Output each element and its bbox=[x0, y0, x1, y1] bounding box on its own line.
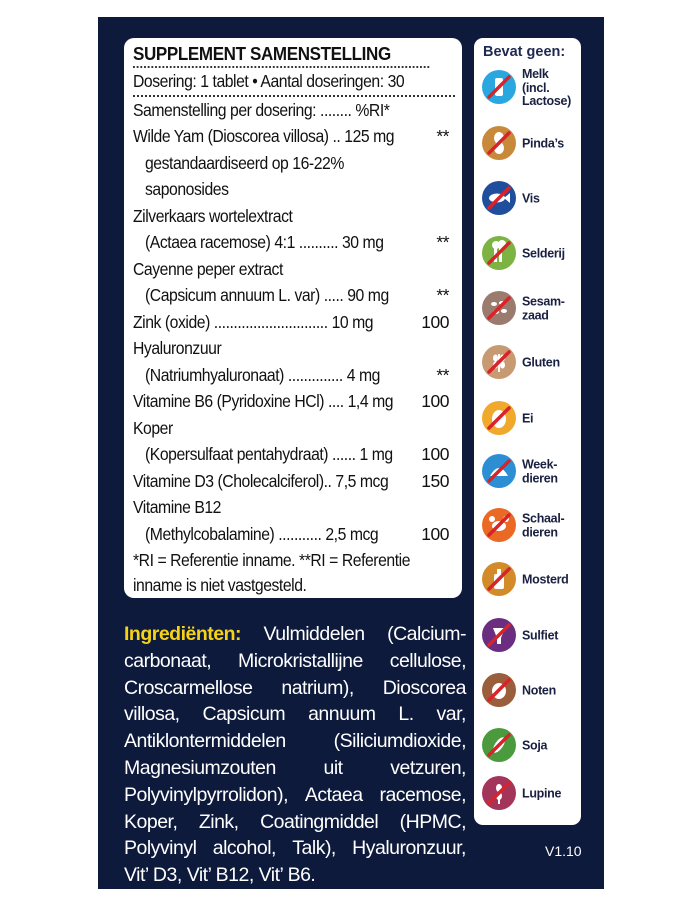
allergen-item bbox=[482, 289, 580, 329]
allergen-label-line: Selderij bbox=[522, 246, 565, 261]
supplement-row bbox=[133, 415, 455, 442]
ingredients-word: Dioscorea bbox=[382, 676, 466, 699]
allergen-label-line: Schaal- bbox=[522, 511, 565, 526]
allergen-label-line: Melk bbox=[522, 66, 549, 81]
allergen-label-line: zaad bbox=[522, 308, 549, 322]
supplement-row-text: Vitamine B12 bbox=[133, 497, 222, 517]
crustacean-icon bbox=[482, 508, 516, 542]
allergen-item bbox=[482, 616, 580, 656]
supplement-row-text: Zink (oxide) ............................. 10 mg bbox=[133, 311, 374, 332]
dosage-line: Dosering: 1 tablet • Aantal doseringen: 30 bbox=[133, 68, 455, 97]
allergen-label bbox=[522, 192, 540, 206]
wheat-icon bbox=[482, 345, 516, 379]
ingredients-line bbox=[124, 648, 466, 675]
supplement-row-ri: ** bbox=[436, 285, 449, 305]
allergen-label-line: Mosterd bbox=[522, 572, 569, 587]
ingredients-word: villosa, bbox=[124, 703, 180, 726]
ingredients-word: Vulmiddelen bbox=[263, 623, 365, 645]
allergen-label-line: Sulfiet bbox=[522, 628, 559, 643]
supplement-row bbox=[133, 521, 455, 548]
supplement-row bbox=[133, 123, 455, 150]
allergen-label bbox=[522, 739, 547, 753]
allergen-label bbox=[522, 629, 558, 643]
allergen-item bbox=[482, 506, 580, 546]
supplement-row-text: (Methylcobalamine) ........... 2,5 mcg bbox=[145, 523, 379, 544]
allergen-label-line: Lactose) bbox=[522, 93, 572, 108]
fish-icon bbox=[482, 181, 516, 215]
ingredients-word: Croscarmellose bbox=[124, 676, 253, 699]
footnote-line-1: *RI = Referentie inname. **RI = Referentie bbox=[133, 550, 411, 570]
ingredients-word: Hyaluronzuur, bbox=[352, 837, 466, 860]
sesame-icon bbox=[482, 291, 516, 325]
allergen-label-line: Sesam- bbox=[522, 294, 565, 309]
allergen-label-line: Vis bbox=[522, 191, 540, 206]
lupin-icon bbox=[482, 776, 516, 810]
allergen-label bbox=[522, 513, 564, 540]
ingredients-word: Coatingmiddel bbox=[260, 810, 379, 833]
milk-icon bbox=[482, 70, 516, 104]
allergen-item bbox=[482, 726, 580, 766]
ingredients-word: Polyvinylpyrrolidon), bbox=[124, 783, 288, 806]
allergen-label-line: Ei bbox=[522, 411, 534, 426]
allergen-label bbox=[522, 356, 560, 370]
supplement-row bbox=[133, 229, 455, 256]
supplement-row bbox=[133, 494, 455, 521]
allergen-label-line: Week- bbox=[522, 457, 558, 472]
allergen-item bbox=[482, 68, 580, 108]
ingredients-word: vetzuren, bbox=[390, 756, 466, 779]
ingredients-word: annuum bbox=[308, 703, 376, 726]
egg-icon bbox=[482, 401, 516, 435]
soy-icon bbox=[482, 728, 516, 762]
allergen-free-box bbox=[474, 38, 581, 825]
ingredients-line bbox=[124, 862, 466, 889]
supplement-row bbox=[133, 256, 455, 283]
allergen-label bbox=[522, 296, 565, 323]
ingredients-word: Microkristallijne bbox=[238, 649, 363, 672]
allergen-item bbox=[482, 774, 580, 814]
supplement-row bbox=[133, 441, 455, 468]
supplement-facts-box bbox=[124, 38, 462, 598]
ingredients-word: Vit’ D3, Vit’ B12, Vit’ B6. bbox=[124, 864, 316, 887]
ingredients-word: Koper, bbox=[124, 810, 178, 833]
footnote-line-2: inname is niet vastgesteld. bbox=[133, 575, 307, 595]
peanut-icon bbox=[482, 126, 516, 160]
allergen-label-line: Gluten bbox=[522, 355, 560, 370]
ingredients-word: Capsicum bbox=[202, 703, 286, 726]
version-label: V1.10 bbox=[545, 843, 582, 859]
allergen-label bbox=[522, 787, 561, 801]
supplement-row-ri: ** bbox=[436, 126, 449, 146]
allergen-label-line: Soja bbox=[522, 738, 548, 753]
sulphite-icon bbox=[482, 618, 516, 652]
celery-icon bbox=[482, 236, 516, 270]
ingredients-word: var, bbox=[436, 703, 466, 726]
ingredients-line bbox=[124, 782, 466, 809]
mollusc-icon bbox=[482, 454, 516, 488]
supplement-title: SUPPLEMENT SAMENSTELLING bbox=[133, 42, 429, 68]
supplement-row bbox=[133, 335, 455, 362]
supplement-row-text: gestandaardiseerd op 16-22% bbox=[145, 152, 344, 173]
allergen-item bbox=[482, 560, 580, 600]
ingredients-word: L. bbox=[398, 703, 414, 726]
supplement-row-text: (Capsicum annuum L. var) ..... 90 mg bbox=[145, 285, 389, 305]
supplement-row bbox=[133, 150, 455, 177]
ingredients-label: Ingrediënten: bbox=[124, 623, 242, 645]
supplement-row bbox=[133, 468, 455, 495]
supplement-row-text: Vitamine B6 (Pyridoxine HCl) .... 1,4 mg bbox=[133, 391, 394, 411]
allergen-label bbox=[522, 573, 569, 587]
supplement-row-text: Zilverkaars wortelextract bbox=[133, 205, 293, 226]
allergen-label-line: dieren bbox=[522, 525, 558, 539]
per-dose-header: Samenstelling per dosering: ........ %RI* bbox=[133, 99, 390, 120]
allergen-label bbox=[522, 412, 533, 426]
supplement-row-ri: 100 bbox=[421, 523, 449, 544]
allergen-item bbox=[482, 671, 580, 711]
allergen-item bbox=[482, 343, 580, 383]
allergen-label-line: (incl. bbox=[522, 80, 550, 95]
supplement-row bbox=[133, 203, 455, 230]
footnote bbox=[133, 548, 455, 598]
ingredients-line bbox=[124, 728, 466, 755]
ingredients-word: (Calcium- bbox=[387, 623, 466, 645]
allergen-label-line: dieren bbox=[522, 471, 558, 485]
allergen-item bbox=[482, 179, 580, 219]
ingredients-word: (HPMC, bbox=[399, 810, 466, 833]
ingredients-word: Polyvinyl bbox=[124, 837, 197, 860]
ingredients-word: alcohol, bbox=[212, 837, 276, 860]
allergen-item bbox=[482, 234, 580, 274]
supplement-row bbox=[133, 362, 455, 389]
supplement-row bbox=[133, 388, 455, 415]
ingredients-line bbox=[124, 701, 466, 728]
supplement-row bbox=[133, 309, 455, 336]
allergen-label bbox=[522, 137, 564, 151]
supplement-row-text: saponosides bbox=[145, 179, 229, 199]
ingredients-word: carbonaat, bbox=[124, 649, 212, 672]
ingredients-line bbox=[124, 755, 466, 782]
supplement-row-ri: 150 bbox=[421, 470, 449, 491]
ingredients-word: natrium), bbox=[281, 676, 354, 699]
supplement-row-ri: ** bbox=[436, 364, 449, 385]
ingredients-line bbox=[124, 809, 466, 836]
ingredients-word: (Siliciumdioxide, bbox=[333, 730, 466, 753]
allergen-label-line: Lupine bbox=[522, 786, 562, 801]
allergen-item bbox=[482, 452, 580, 492]
ingredients-word: racemose, bbox=[379, 783, 466, 806]
supplement-row-text: Hyaluronzuur bbox=[133, 338, 222, 358]
ingredients-word: Antiklontermiddelen bbox=[124, 730, 286, 753]
ingredients-line bbox=[124, 835, 466, 862]
ingredients-line bbox=[124, 675, 466, 702]
supplement-row-text: Cayenne peper extract bbox=[133, 258, 283, 279]
supplement-rows bbox=[133, 123, 455, 547]
supplement-row bbox=[133, 282, 455, 309]
supplement-row-ri: 100 bbox=[421, 444, 449, 464]
nut-icon bbox=[482, 673, 516, 707]
ingredients-word: Zink, bbox=[198, 810, 239, 833]
supplement-row-text: Koper bbox=[133, 417, 173, 438]
ingredients-word: Actaea bbox=[304, 783, 363, 806]
supplement-row-ri: ** bbox=[436, 232, 449, 252]
allergen-label bbox=[522, 68, 571, 109]
allergen-label bbox=[522, 247, 565, 261]
supplement-row-text: (Actaea racemose) 4:1 .......... 30 mg bbox=[145, 232, 384, 252]
supplement-row-text: (Kopersulfaat pentahydraat) ...... 1 mg bbox=[145, 444, 393, 464]
ingredients-word: Magnesiumzouten bbox=[124, 756, 276, 779]
supplement-row-text: Wilde Yam (Dioscorea villosa) .. 125 mg bbox=[133, 126, 395, 146]
allergen-label-line: Pinda’s bbox=[522, 136, 564, 151]
allergen-label bbox=[522, 684, 556, 698]
supplement-row-text: (Natriumhyaluronaat) .............. 4 mg bbox=[145, 364, 380, 385]
allergen-label-line: Noten bbox=[522, 683, 556, 698]
allergen-item bbox=[482, 124, 580, 164]
allergen-title: Bevat geen: bbox=[483, 44, 566, 60]
allergen-label bbox=[522, 459, 558, 486]
allergen-item bbox=[482, 399, 580, 439]
ingredients-word: cellulose, bbox=[389, 649, 466, 672]
ingredients-word: uit bbox=[323, 756, 343, 779]
ingredients-word: Talk), bbox=[292, 837, 336, 860]
ingredients-line bbox=[124, 621, 466, 648]
supplement-row bbox=[133, 176, 455, 203]
supplement-row-ri: 100 bbox=[421, 391, 449, 411]
mustard-icon bbox=[482, 562, 516, 596]
supplement-row-text: Vitamine D3 (Cholecalciferol).. 7,5 mcg bbox=[133, 470, 389, 491]
ingredients-text bbox=[124, 621, 466, 889]
supplement-row-ri: 100 bbox=[421, 311, 449, 332]
